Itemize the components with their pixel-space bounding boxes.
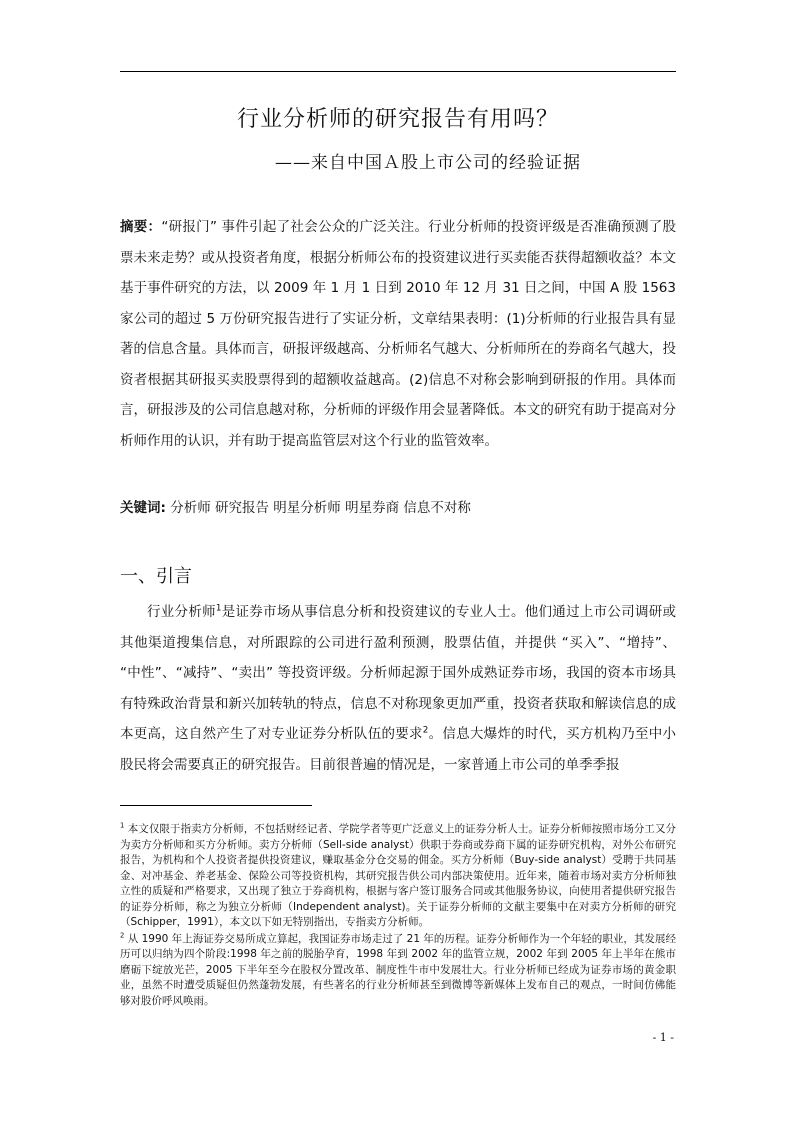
abstract-text: “研报门” 事件引起了社会公众的广泛关注。行业分析师的投资评级是否准确预测了股票未来走势？或从投资者角度，根据分析师公布的投资建议进行买卖能否获得超额收益？本文基于事件研究的方法，以 2009 年 1 月 1 日到 2010 年 12 月 31 日之间，中国 A 股 1563 家公司的超过 5 万份研究报告进行了实证分析，文章结果表明：(1)分析师的行业报告具有显著的信息含量。具体而言，研报评级越高、分析师名气越大、分析师所在的券商名气越大，投资者根据其研报买卖股票得到的超额收益越高。(2)信息不对称会影响到研报的作用。具体而言，研报涉及的公司信息越对称，分析师的评级作用会显著降低。本文的研究有助于提高对分析师作用的认识，并有助于提高监管层对这个行业的监管效率。 [120, 219, 676, 449]
footnote-1 [120, 822, 676, 931]
footnote-2 [120, 932, 676, 1010]
abstract [120, 212, 676, 456]
abstract-label: 摘要： [120, 219, 162, 235]
page-number: - 1 - [652, 1031, 674, 1044]
footnote-text-2: 从 1990 年上海证券交易所成立算起，我国证券市场走过了 21 年的历程。证券分析师作为一个年轻的职业，其发展经历可以归纳为四个阶段:1998 年之前的脱胎孕育，1998 年到 2002 年的监管立规，2002 年到 2005 年上半年在熊市磨砺下绽放光芒，2005 下半年至今在股权分置改革、制度性牛市中发展壮大。行业分析师已经成为证券市场的黄金职业，虽然不时遭受质疑但仍然蓬勃发展，有些著名的行业分析师甚至到微博等新媒体上发布自己的观点，一时间仿佛能够对股价呼风唤雨。 [120, 932, 676, 1007]
paper-subtitle: ——来自中国Ａ股上市公司的经验证据 [275, 153, 581, 173]
intro-text-1: 行业分析师 [147, 604, 216, 620]
footnote-mark-2: 2 [120, 931, 125, 939]
footnote-mark-1: 1 [120, 821, 125, 830]
intro-paragraph [120, 597, 676, 780]
keywords-text: 分析师 研究报告 明星分析师 明星券商 信息不对称 [170, 500, 471, 516]
paper-title: 行业分析师的研究报告有用吗？ [236, 107, 559, 132]
section-heading: 一、引言 [120, 566, 192, 587]
keywords-label: 关键词: [120, 500, 166, 516]
footnote-ref-2[interactable]: 2 [422, 725, 429, 736]
keywords [120, 493, 676, 524]
intro-text-2: 是证券市场从事信息分析和投资建议的专业人士。他们通过上市公司调研或其他渠道搜集信息，对所跟踪的公司进行盈利预测，股票估值，并提供 “买入”、“增持”、 “中性”、“减持”、“卖出” 等投资评级。分析师起源于国外成熟证券市场，我国的资本市场具有特殊政治背景和新兴加转轨的特点，信息不对称现象更加严重，投资者获取和解读信息的成本更高，这自然产生了对专业证券分析队伍的要求 [120, 604, 677, 742]
footnote-ref-1[interactable]: 1 [215, 603, 222, 614]
footnote-rule [120, 805, 312, 806]
footnote-text-1: 本文仅限于指卖方分析师，不包括财经记者、学院学者等更广泛意义上的证券分析人士。证券分析师按照市场分工又分为卖方分析师和买方分析师。卖方分析师（Sell-side analyst）供职于券商或券商下属的证券研究机构，对外公布研究报告，为机构和个人投资者提供投资建议，赚取基金分仓交易的佣金。买方分析师（Buy-side analyst）受聘于共同基金、对冲基金、养老基金、保险公司等投资机构，其研究报告供公司内部决策使用。近年来，随着市场对卖方分析师独立性的质疑和严格要求，又出现了独立于券商机构，根据与客户签订服务合同或其他服务协议，向使用者提供研究报告的证券分析师，称之为独立分析师（Independent analyst)。关于证券分析师的文献主要集中在对卖方分析师的研究（Schipper，1991），本文以下如无特别指出，专指卖方分析师。 [120, 823, 676, 928]
header-rule [120, 71, 676, 72]
footnotes [120, 822, 676, 1010]
intro-text-3: 。信息大爆炸的时代，买方机构乃至中小股民将会需要真正的研究报告。目前很普遍的情况是，一家普通上市公司的单季季报 [120, 726, 677, 773]
